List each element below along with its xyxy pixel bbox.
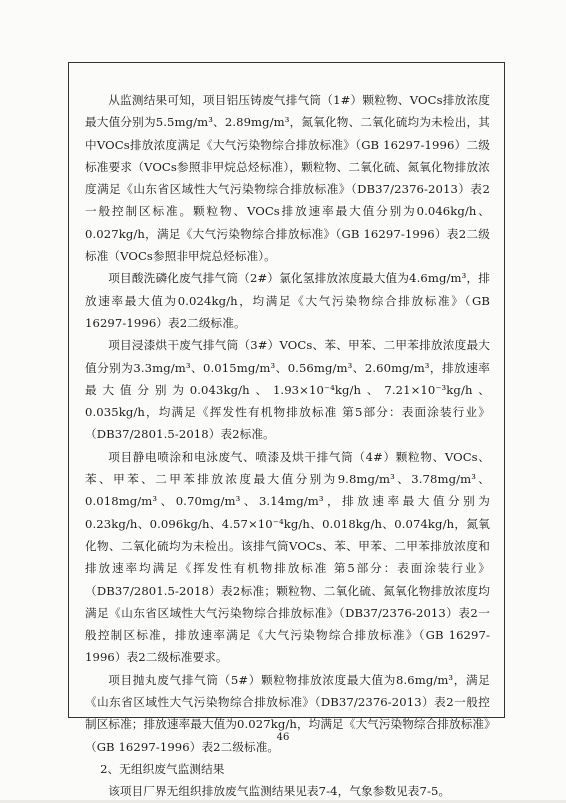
content-frame [68,62,505,799]
paragraph-3: 项目浸漆烘干废气排气筒（3#）VOCs、苯、甲苯、二甲苯排放浓度最大值分别为3.3mg/m³、0.015mg/m³、0.56mg/m³、2.60mg/m³，排放速率最大值分别为0.043kg/h、1.93×10⁻⁴kg/h、7.21×10⁻³kg/h、0.035kg/h，均满足《挥发性有机物排放标准 第5部分：表面涂装行业》（DB37/2801.5-2018）表2标准。 [85,338,490,442]
paragraph-5: 项目抛丸废气排气筒（5#）颗粒物排放浓度最大值为8.6mg/m³，满足《山东省区域性大气污染物综合排放标准》（DB37/2376-2013）表2一般控制区标准；排放速率最大值为0.027kg/h，均满足《大气污染物综合排放标准》（GB 16297-1996）表2二级标准。 [85,672,490,754]
closing-paragraph: 该项目厂界无组织排放废气监测结果见表7-4，气象参数见表7-5。 [108,784,451,799]
paragraph-1: 从监测结果可知，项目铝压铸废气排气筒（1#）颗粒物、VOCs排放浓度最大值分别为5.5mg/m³、2.89mg/m³，氮氧化物、二氧化硫均为未检出，其中VOCs排放浓度满足《大气污染物综合排放标准》（GB 16297-1996）二级标准要求（VOCs参照非甲烷总烃标准），颗粒物、二氧化硫、氮氧化物排放浓度满足《山东省区域性大气污染物综合排放标准》（DB37/2376-2013）表2一般控制区标准。颗粒物、VOCs排放速率最大值分别为0.046kg/h、0.027kg/h，满足《大气污染物综合排放标准》（GB 16297-1996）表2二级标准（VOCs参照非甲烷总烃标准）。 [85,93,490,264]
page-number: 46 [276,732,290,743]
paragraph-4: 项目静电喷涂和电泳废气、喷漆及烘干排气筒（4#）颗粒物、VOCs、苯、甲苯、二甲苯排放浓度最大值分别为9.8mg/m³、3.78mg/m³、0.018mg/m³、0.70mg/m³、3.14mg/m³，排放速率最大值分别为0.23kg/h、0.096kg/h、4.57×10⁻⁴kg/h、0.018kg/h、0.074kg/h，氮氧化物、二氧化硫均为未检出。该排气筒VOCs、苯、甲苯、二甲苯排放浓度和排放速率均满足《挥发性有机物排放标准 第5部分：表面涂装行业》（DB37/2801.5-2018）表2标准；颗粒物、二氧化硫、氮氧化物排放浓度均满足《山东省区域性大气污染物综合排放标准》（DB37/2376-2013）表2一般控制区标准，排放速率满足《大气污染物综合排放标准》（GB 16297-1996）表2二级标准要求。 [85,449,490,665]
paragraph-2: 项目酸洗磷化废气排气筒（2#）氯化氢排放浓度最大值为4.6mg/m³，排放速率最大值为0.024kg/h，均满足《大气污染物综合排放标准》（GB 16297-1996）表2二级标准。 [85,271,490,330]
section-heading: 2、无组织废气监测结果 [100,761,225,776]
